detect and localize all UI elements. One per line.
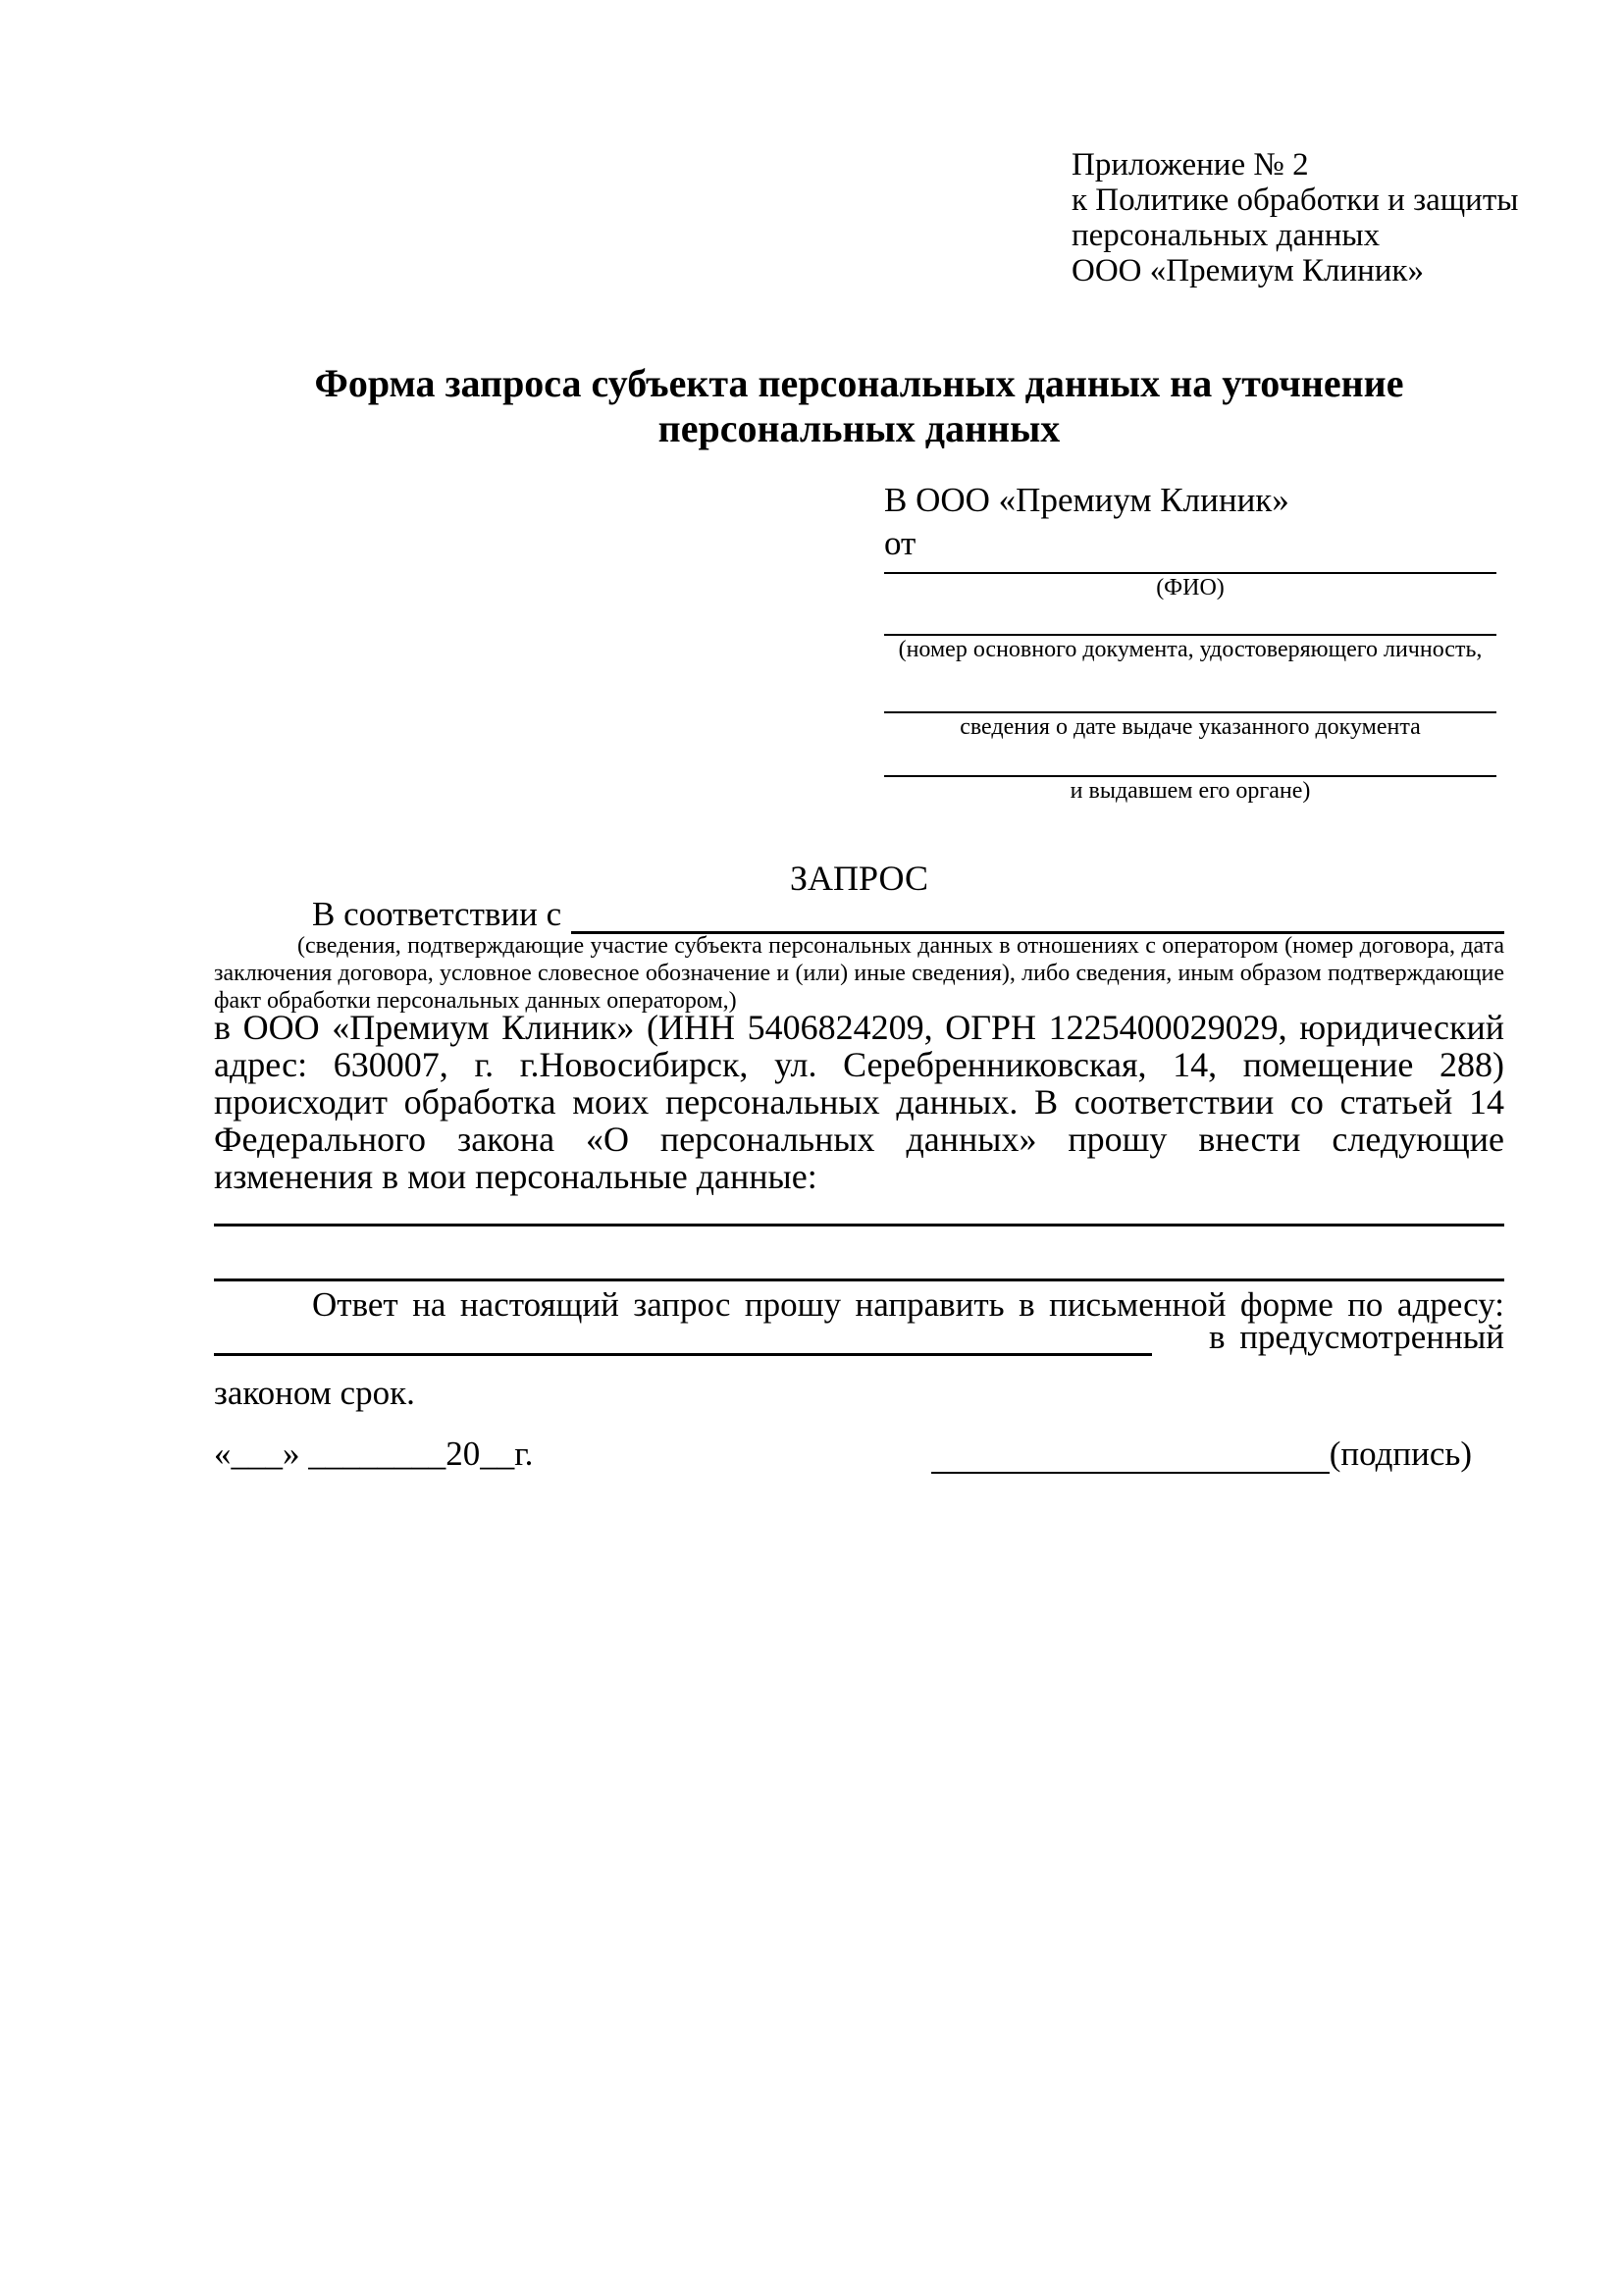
signature-blank-line — [931, 1435, 1330, 1474]
appendix-line-4: ООО «Премиум Клиник» — [1072, 253, 1424, 288]
request-heading: ЗАПРОС — [790, 859, 928, 898]
signature-caption: (подпись) — [1329, 1435, 1472, 1473]
date-signature-spacer — [533, 1435, 930, 1474]
changes-blank-line-1 — [214, 1224, 1504, 1226]
request-body-paragraph: в ООО «Премиум Клиник» (ИНН 5406824209, ОГРН 1225400029029, юридический адрес: 630007, г. г.Новосибирск, ул. Серебренниковская, 14, помещение 288) происходит обработка моих персональных данных. В соответствии со статьей 14 Федерального закона «О персональных данных» прошу внести следующие изменения в мои персональные данные: — [214, 1008, 1504, 1196]
date-signature-row — [214, 1435, 1472, 1474]
accordance-blank-line — [571, 895, 1504, 934]
issue-date-caption: сведения о дате выдаче указанного документа — [960, 714, 1421, 740]
issue-date-field — [884, 711, 1496, 741]
answer-paragraph-line-2 — [214, 1319, 1504, 1356]
answer-word-prescribed: предусмотренный — [1239, 1318, 1504, 1356]
issuing-authority-caption: и выдавшем его органе) — [1070, 778, 1311, 804]
fine-print-note: (сведения, подтверждающие участие субъекта персональных данных в отношениях с оператором (номер договора, дата заключения договора, условное словесное обозначение и (или) иные сведения), либо сведения, иным образом подтверждающие факт обработки персональных данных оператором,) — [214, 933, 1504, 1014]
accordance-row — [214, 895, 1504, 934]
document-number-caption: (номер основного документа, удостоверяющего личность, — [898, 637, 1483, 662]
appendix-note — [1072, 147, 1518, 288]
answer-paragraph-line-3: законом срок. — [214, 1374, 415, 1412]
changes-blank-line-2 — [214, 1278, 1504, 1281]
document-title-line-1: Форма запроса субъекта персональных данных на уточнение — [314, 361, 1404, 405]
fio-field-caption: (ФИО) — [1156, 575, 1225, 600]
address-blank-line — [214, 1319, 1152, 1356]
date-blank: «___» ________20__г. — [214, 1435, 534, 1473]
document-title — [214, 361, 1504, 451]
issuing-authority-field — [884, 775, 1496, 805]
document-number-field — [884, 634, 1496, 663]
appendix-line-1: Приложение № 2 — [1072, 147, 1309, 183]
addressee-from-label: от — [884, 524, 916, 562]
appendix-line-2: к Политике обработки и защиты — [1072, 183, 1519, 218]
answer-paragraph-line-1: Ответ на настоящий запрос прошу направить в письменной форме по адресу: — [312, 1285, 1504, 1324]
answer-word-in: в — [1209, 1318, 1226, 1356]
document-title-line-2: персональных данных — [657, 406, 1061, 450]
accordance-label: В соответствии с — [312, 895, 562, 933]
appendix-line-3: персональных данных — [1072, 218, 1381, 253]
fio-field — [884, 572, 1496, 601]
addressee-organization: В ООО «Премиум Клиник» — [884, 481, 1289, 519]
